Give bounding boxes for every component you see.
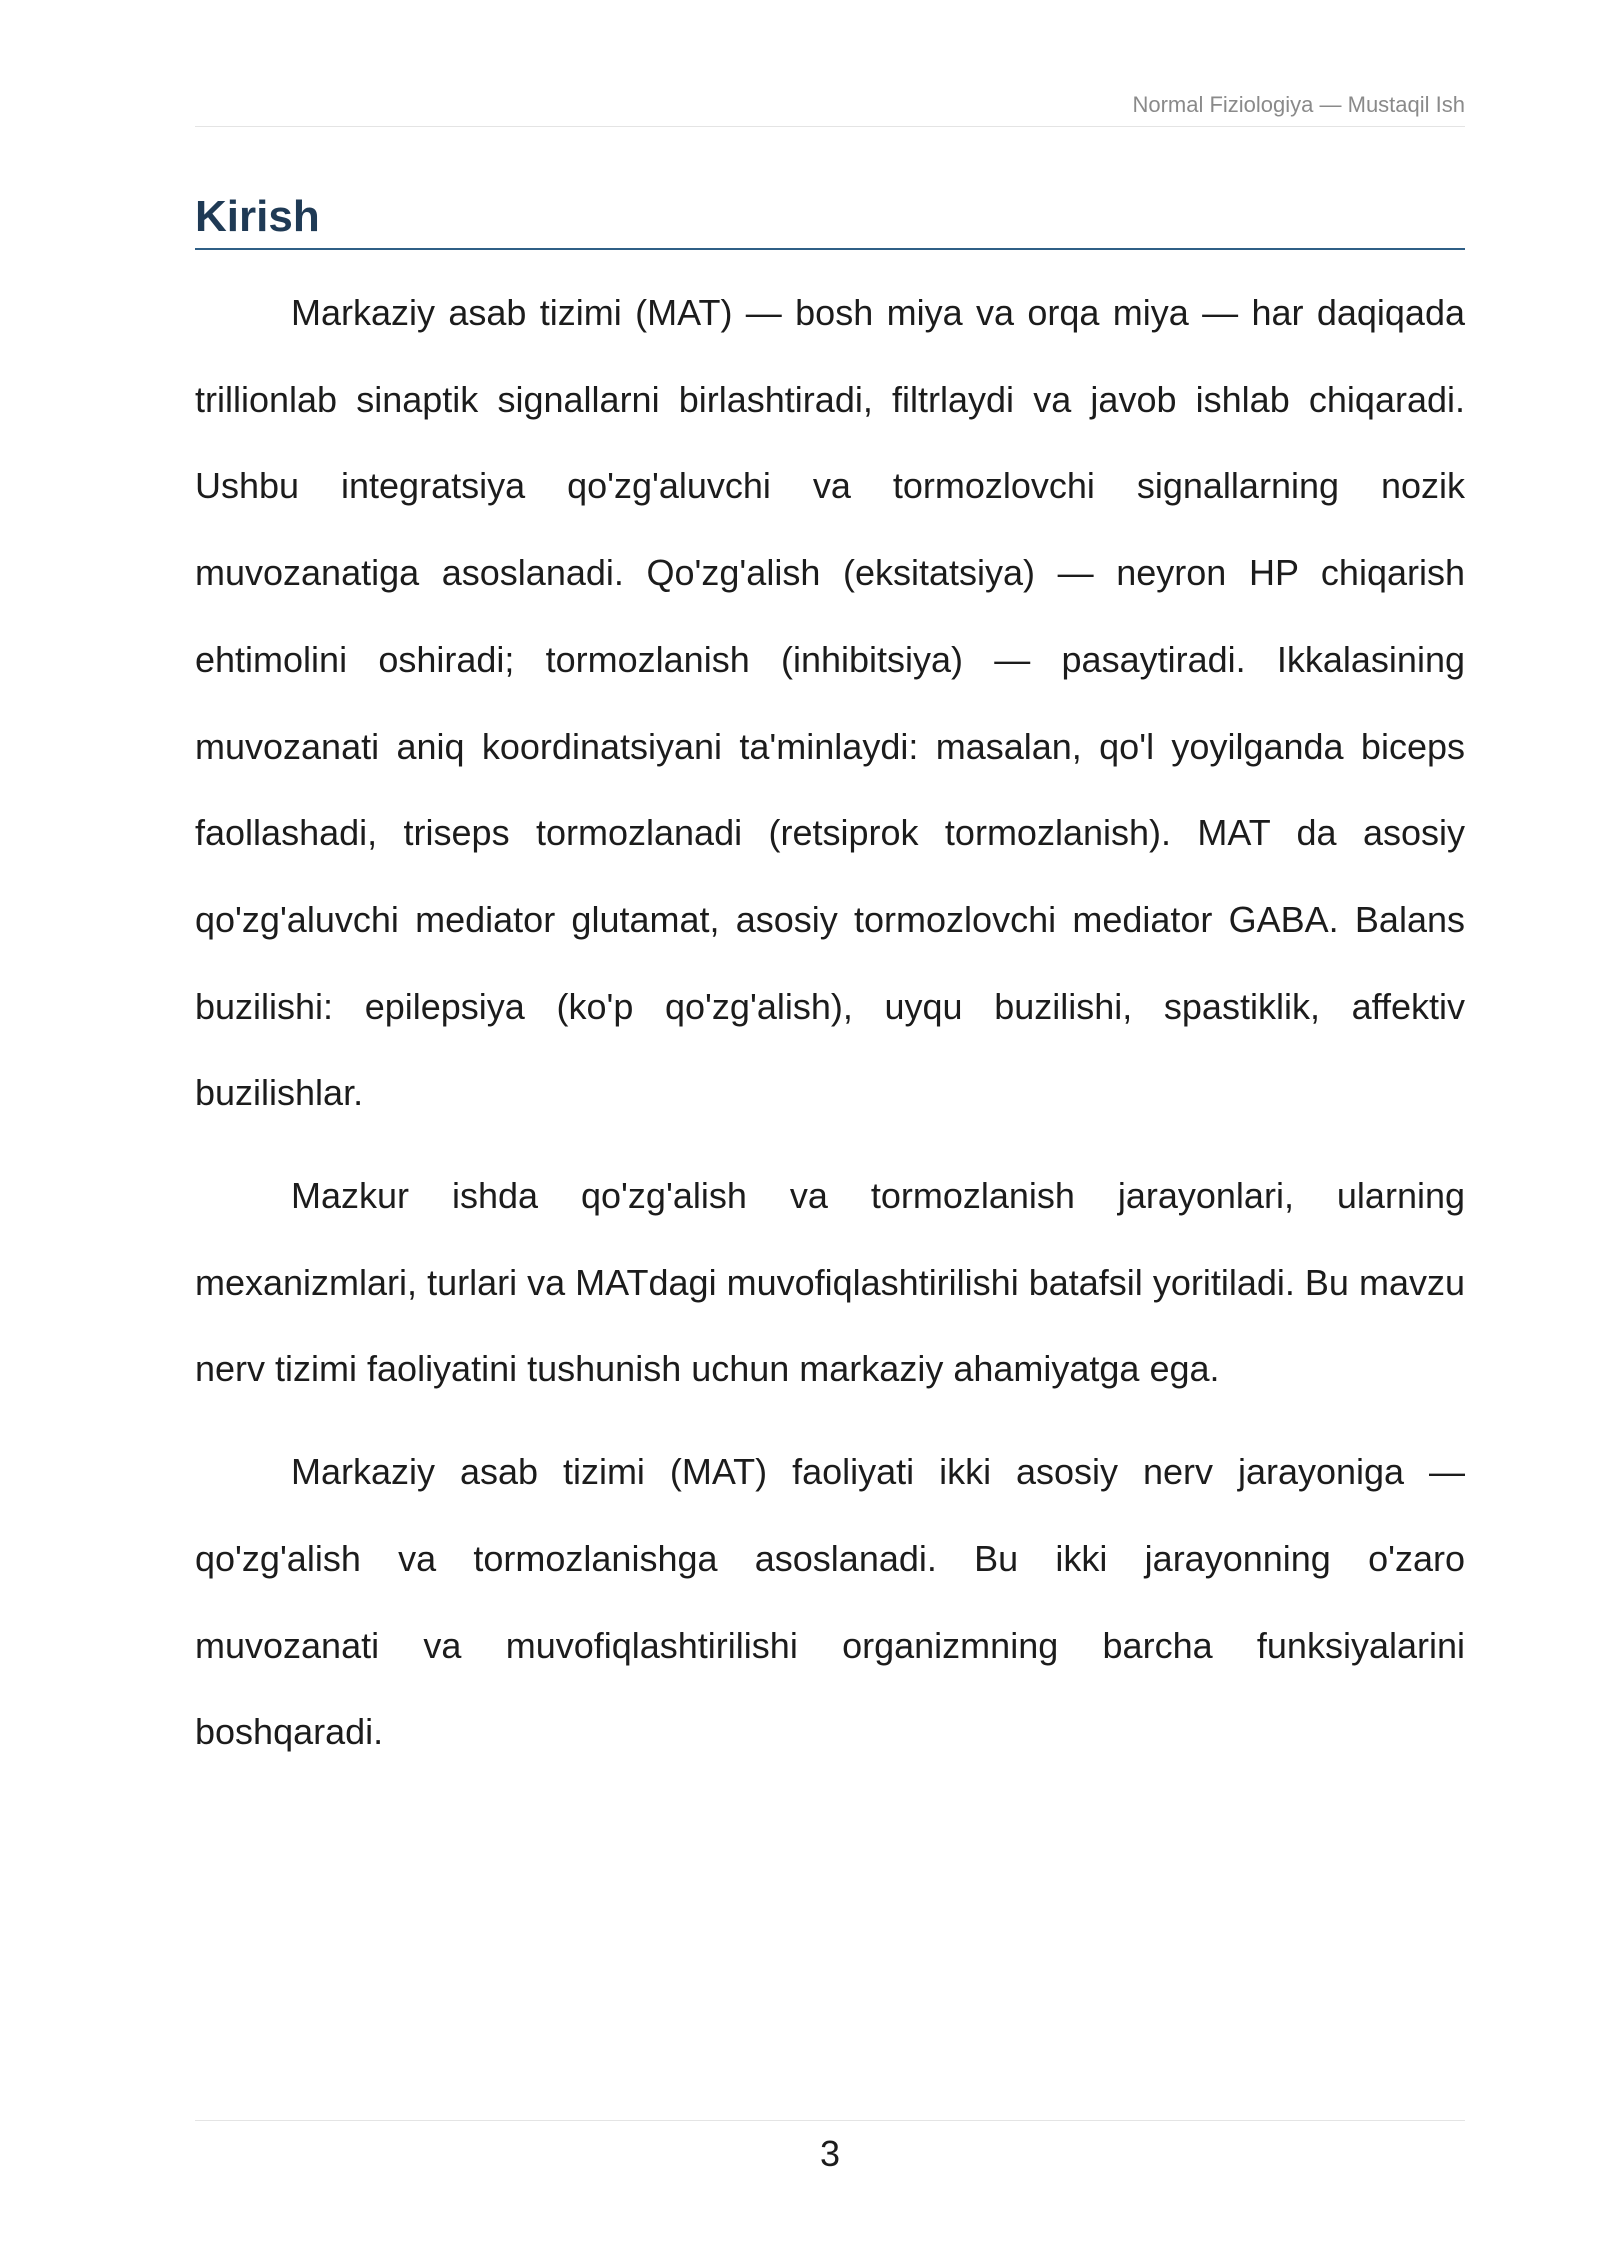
paragraph-1: Markaziy asab tizimi (MAT) — bosh miya va orqa miya — har daqiqada trillionlab sinaptik signallarni birlashtiradi, filtrlaydi va javob ishlab chiqaradi. Ushbu integratsiya qo'zg'aluvchi va tormozlovchi signallarning nozik muvozanatiga asoslanadi. Qo'zg'alish (eksitatsiya) — neyron HP chiqarish ehtimolini oshiradi; tormozlanish (inhibitsiya) — pasaytiradi. Ikkalasining muvozanati aniq koordinatsiyani ta'minlaydi: masalan, qo'l yoyilganda biceps faollashadi, triseps tormozlanadi (retsiprok tormozlanish). MAT da asosiy qo'zg'aluvchi mediator glutamat, asosiy tormozlovchi mediator GABA. Balans buzilishi: epilepsiya (ko'p qo'zg'alish), uyqu buzilishi, spastiklik, affektiv buzilishlar. [195,292,1465,1114]
section-title: Kirish [195,190,1465,250]
running-header: Normal Fiziologiya — Mustaqil Ish [195,92,1465,127]
paragraph-2: Mazkur ishda qo'zg'alish va tormozlanish jarayonlari, ularning mexanizmlari, turlari va MATdagi muvofiqlashtirilishi batafsil yoritiladi. Bu mavzu nerv tizimi faoliyatini tushunish uchun markaziy ahamiyatga ega. [195,1175,1465,1390]
body-text [195,270,1465,1792]
paragraph-3: Markaziy asab tizimi (MAT) faoliyati ikki asosiy nerv jarayoniga — qo'zg'alish va tormozlanishga asoslanadi. Bu ikki jarayonning o'zaro muvozanati va muvofiqlashtirilishi organizmning barcha funksiyalarini boshqaradi. [195,1451,1465,1753]
page-number: 3 [195,2120,1465,2175]
